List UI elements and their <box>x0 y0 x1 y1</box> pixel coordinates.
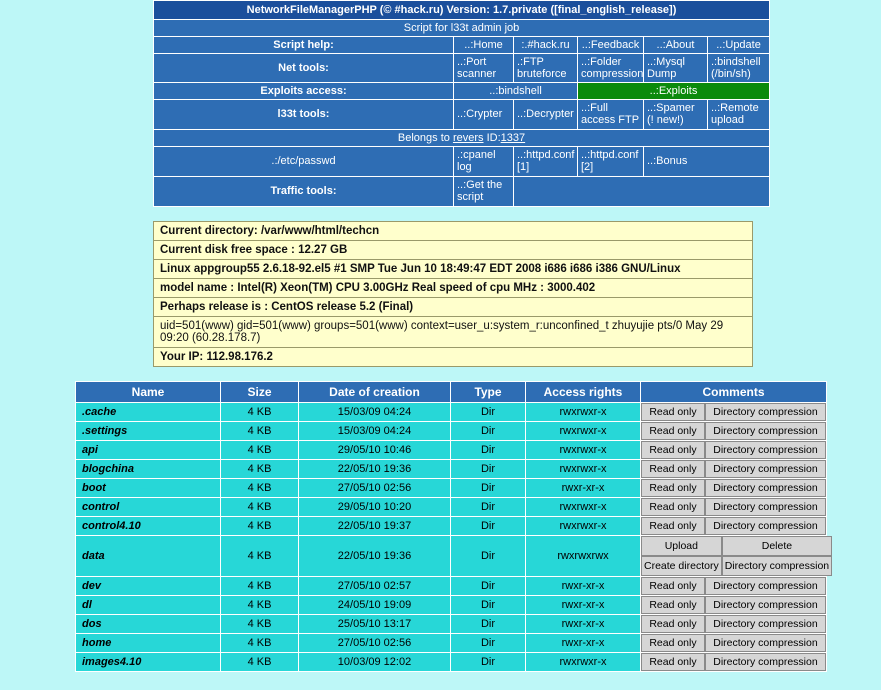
app-title <box>154 1 770 20</box>
read-only-button[interactable]: Read only <box>641 577 705 595</box>
file-rights-cell: rwxrwxr-x <box>526 497 641 516</box>
menu-item-crypter[interactable]: ..:Crypter <box>454 100 514 129</box>
file-actions-cell <box>641 535 830 576</box>
menu-item-remote-upload[interactable]: ..:Remote upload <box>708 100 770 129</box>
file-type-cell: Dir <box>451 535 526 576</box>
menu-item-bindshell[interactable]: ..:bindshell <box>454 83 578 100</box>
table-row <box>76 576 827 595</box>
menu-item-home[interactable]: ..:Home <box>454 37 514 54</box>
file-size-cell: 4 KB <box>221 421 299 440</box>
current-directory-label: Current directory: <box>160 224 261 237</box>
menu-item-get-script[interactable]: ..:Get the script <box>454 176 514 206</box>
directory-compression-button[interactable]: Directory compression <box>705 498 826 516</box>
file-date-cell: 22/05/10 19:36 <box>299 535 451 576</box>
admin-menu-panel <box>153 0 770 207</box>
menu-label-l33t-tools: l33t tools: <box>154 100 454 129</box>
info-row-ip <box>154 347 753 366</box>
release-value: Perhaps release is : CentOS release 5.2 (Final) <box>154 297 753 316</box>
column-header-type[interactable]: Type <box>451 381 526 402</box>
table-row <box>76 595 827 614</box>
table-row <box>76 478 827 497</box>
file-name-cell[interactable]: home <box>76 633 221 652</box>
file-rights-cell: rwxr-xr-x <box>526 478 641 497</box>
menu-label-script-help: Script help: <box>154 37 454 54</box>
file-actions-cell <box>641 497 827 516</box>
menu-item-spamer[interactable]: ..:Spamer (! new!) <box>644 100 708 129</box>
menu-item-about[interactable]: ..:About <box>644 37 708 54</box>
menu-row-script-help <box>154 37 770 54</box>
table-row <box>76 497 827 516</box>
disk-space-cell <box>154 240 753 259</box>
directory-compression-button[interactable]: Directory compression <box>722 556 832 576</box>
file-table-body <box>76 402 830 671</box>
file-type-cell: Dir <box>451 652 526 671</box>
file-type-cell: Dir <box>451 614 526 633</box>
belongs-id: 1337 <box>500 131 526 144</box>
file-rights-cell: rwxrwxr-x <box>526 516 641 535</box>
file-rights-cell: rwxrwxr-x <box>526 459 641 478</box>
file-type-cell: Dir <box>451 595 526 614</box>
file-name-cell[interactable]: data <box>76 535 221 576</box>
file-name-cell[interactable]: api <box>76 440 221 459</box>
info-row-id <box>154 316 753 347</box>
file-name-cell[interactable]: control4.10 <box>76 516 221 535</box>
file-name-cell[interactable]: dl <box>76 595 221 614</box>
app-title-prefix: NetworkFileManagerPHP (© #hack.ru) Version: <box>246 4 493 16</box>
menu-item-feedback[interactable]: ..:Feedback <box>578 37 644 54</box>
file-date-cell: 15/03/09 04:24 <box>299 402 451 421</box>
file-date-cell: 24/05/10 19:09 <box>299 595 451 614</box>
file-type-cell: Dir <box>451 478 526 497</box>
file-rights-cell: rwxr-xr-x <box>526 633 641 652</box>
file-name-cell[interactable]: blogchina <box>76 459 221 478</box>
menu-item-ftp-bruteforce[interactable]: .:FTP bruteforce <box>514 54 578 83</box>
file-type-cell: Dir <box>451 440 526 459</box>
read-only-button[interactable]: Read only <box>641 634 705 652</box>
read-only-button[interactable]: Read only <box>641 596 705 614</box>
system-info-panel <box>153 221 753 367</box>
current-directory-value: /var/www/html/techcn <box>260 224 380 237</box>
read-only-button[interactable]: Read only <box>641 403 705 421</box>
create-directory-button[interactable]: Create directory <box>641 556 722 576</box>
menu-item-update[interactable]: ..:Update <box>708 37 770 54</box>
read-only-button[interactable]: Read only <box>641 498 705 516</box>
ip-label: Your IP: <box>160 350 207 363</box>
menu-label-net-tools: Net tools: <box>154 54 454 83</box>
menu-item-httpd-conf-1[interactable]: ..:httpd.conf [1] <box>514 146 578 176</box>
menu-item-bonus[interactable]: ..:Bonus <box>644 146 770 176</box>
app-version: 1.7.private ([final_english_release]) <box>492 4 677 16</box>
file-name-cell[interactable]: dos <box>76 614 221 633</box>
file-size-cell: 4 KB <box>221 535 299 576</box>
file-size-cell: 4 KB <box>221 576 299 595</box>
belongs-prefix: Belongs to <box>397 131 453 144</box>
directory-compression-button[interactable]: Directory compression <box>705 596 826 614</box>
file-name-cell[interactable]: control <box>76 497 221 516</box>
file-actions-cell <box>641 440 827 459</box>
table-row <box>76 652 827 671</box>
ip-value: 112.98.176.2 <box>206 350 273 363</box>
column-header-size[interactable]: Size <box>221 381 299 402</box>
app-subtitle: Script for l33t admin job <box>154 20 770 37</box>
menu-item-exploits[interactable]: ..:Exploits <box>578 83 770 100</box>
directory-compression-button[interactable]: Directory compression <box>705 577 826 595</box>
file-size-cell: 4 KB <box>221 595 299 614</box>
upload-button[interactable]: Upload <box>641 536 722 556</box>
file-size-cell: 4 KB <box>221 440 299 459</box>
file-size-cell: 4 KB <box>221 459 299 478</box>
menu-label-traffic-tools: Traffic tools: <box>154 176 454 206</box>
file-date-cell: 27/05/10 02:57 <box>299 576 451 595</box>
read-only-button[interactable]: Read only <box>641 460 705 478</box>
info-row-uname <box>154 259 753 278</box>
menu-row-net-tools <box>154 54 770 83</box>
menu-item-full-access-ftp[interactable]: ..:Full access FTP <box>578 100 644 129</box>
file-rights-cell: rwxrwxr-x <box>526 440 641 459</box>
file-rights-cell: rwxr-xr-x <box>526 595 641 614</box>
menu-row-l33t-tools <box>154 100 770 129</box>
current-directory-cell <box>154 221 753 240</box>
menu-item-etc-passwd[interactable]: .:/etc/passwd <box>154 146 454 176</box>
table-row <box>76 614 827 633</box>
info-row-release <box>154 297 753 316</box>
id-value: uid=501(www) gid=501(www) groups=501(www) context=user_u:system_r:unconfined_t zhuyujie pts/0 May 29 09:20 (60.28.178.7) <box>154 316 753 347</box>
file-size-cell: 4 KB <box>221 402 299 421</box>
file-actions-cell <box>641 652 827 671</box>
file-actions-cell <box>641 614 827 633</box>
info-row-cpu <box>154 278 753 297</box>
file-date-cell: 29/05/10 10:46 <box>299 440 451 459</box>
ip-cell <box>154 347 753 366</box>
directory-compression-button[interactable]: Directory compression <box>705 460 826 478</box>
file-actions-cell <box>641 402 827 421</box>
file-type-cell: Dir <box>451 459 526 478</box>
read-only-button[interactable]: Read only <box>641 517 705 535</box>
directory-compression-button[interactable]: Directory compression <box>705 422 826 440</box>
file-rights-cell: rwxrwxr-x <box>526 652 641 671</box>
file-size-cell: 4 KB <box>221 497 299 516</box>
column-header-date[interactable]: Date of creation <box>299 381 451 402</box>
column-header-access-rights[interactable]: Access rights <box>526 381 641 402</box>
file-date-cell: 25/05/10 13:17 <box>299 614 451 633</box>
file-date-cell: 29/05/10 10:20 <box>299 497 451 516</box>
file-actions-cell <box>641 576 827 595</box>
file-size-cell: 4 KB <box>221 652 299 671</box>
file-date-cell: 27/05/10 02:56 <box>299 478 451 497</box>
file-size-cell: 4 KB <box>221 516 299 535</box>
file-table-header-row <box>76 381 827 402</box>
file-actions-cell <box>641 478 827 497</box>
read-only-button[interactable]: Read only <box>641 422 705 440</box>
file-actions-cell <box>641 459 827 478</box>
menu-item-cpanel-log[interactable]: .:cpanel log <box>454 146 514 176</box>
file-listing-table <box>75 381 830 672</box>
table-row <box>76 516 827 535</box>
file-actions-cell <box>641 421 827 440</box>
file-name-cell[interactable]: .cache <box>76 402 221 421</box>
menu-traffic-filler <box>514 176 770 206</box>
read-only-button[interactable]: Read only <box>641 441 705 459</box>
read-only-button[interactable]: Read only <box>641 615 705 633</box>
file-rights-cell: rwxr-xr-x <box>526 576 641 595</box>
file-type-cell: Dir <box>451 633 526 652</box>
belongs-id-label: ID: <box>483 131 501 144</box>
menu-row-traffic <box>154 176 770 206</box>
menu-item-decrypter[interactable]: ..:Decrypter <box>514 100 578 129</box>
menu-row-passwd <box>154 146 770 176</box>
file-name-cell[interactable]: boot <box>76 478 221 497</box>
file-actions-cell <box>641 516 827 535</box>
menu-row-belongs <box>154 129 770 146</box>
file-name-cell[interactable]: images4.10 <box>76 652 221 671</box>
file-rights-cell: rwxrwxr-x <box>526 421 641 440</box>
file-listing-container <box>0 381 881 672</box>
table-row <box>76 440 827 459</box>
directory-compression-button[interactable]: Directory compression <box>705 441 826 459</box>
table-row <box>76 421 827 440</box>
panel-title-row <box>154 1 770 20</box>
table-row <box>76 633 827 652</box>
file-rights-cell: rwxr-xr-x <box>526 614 641 633</box>
table-row <box>76 459 827 478</box>
file-rights-cell: rwxrwxr-x <box>526 402 641 421</box>
directory-compression-button[interactable]: Directory compression <box>705 615 826 633</box>
disk-space-label: Current disk free space : <box>160 243 299 256</box>
info-row-current-directory <box>154 221 753 240</box>
file-date-cell: 27/05/10 02:56 <box>299 633 451 652</box>
table-row <box>76 535 827 576</box>
belongs-line <box>154 129 770 146</box>
file-name-cell[interactable]: .settings <box>76 421 221 440</box>
directory-compression-button[interactable]: Directory compression <box>705 517 826 535</box>
menu-row-exploits-access <box>154 83 770 100</box>
panel-subtitle-row <box>154 20 770 37</box>
menu-item-port-scanner[interactable]: ..:Port scanner <box>454 54 514 83</box>
menu-item-bindshell-binsh[interactable]: .:bindshell (/bin/sh) <box>708 54 770 83</box>
info-row-disk-space <box>154 240 753 259</box>
file-type-cell: Dir <box>451 497 526 516</box>
read-only-button[interactable]: Read only <box>641 653 705 671</box>
file-size-cell: 4 KB <box>221 478 299 497</box>
file-rights-cell: rwxrwxrwx <box>526 535 641 576</box>
directory-compression-button[interactable]: Directory compression <box>705 479 826 497</box>
menu-item-httpd-conf-2[interactable]: ..:httpd.conf [2] <box>578 146 644 176</box>
delete-button[interactable]: Delete <box>722 536 832 556</box>
directory-compression-button[interactable]: Directory compression <box>705 653 826 671</box>
file-type-cell: Dir <box>451 421 526 440</box>
menu-item-hackru[interactable]: :.#hack.ru <box>514 37 578 54</box>
file-type-cell: Dir <box>451 576 526 595</box>
file-date-cell: 15/03/09 04:24 <box>299 421 451 440</box>
file-actions-cell <box>641 633 827 652</box>
table-row <box>76 402 827 421</box>
menu-item-folder-compression[interactable]: ..:Folder compression <box>578 54 644 83</box>
file-date-cell: 22/05/10 19:36 <box>299 459 451 478</box>
menu-item-mysql-dump[interactable]: ..:Mysql Dump <box>644 54 708 83</box>
uname-value: Linux appgroup55 2.6.18-92.el5 #1 SMP Tue Jun 10 18:49:47 EDT 2008 i686 i686 i386 GNU/Linux <box>154 259 753 278</box>
file-date-cell: 22/05/10 19:37 <box>299 516 451 535</box>
directory-compression-button[interactable]: Directory compression <box>705 403 826 421</box>
file-name-cell[interactable]: dev <box>76 576 221 595</box>
file-type-cell: Dir <box>451 402 526 421</box>
belongs-user[interactable]: revers <box>452 131 484 144</box>
column-header-comments: Comments <box>641 381 827 402</box>
read-only-button[interactable]: Read only <box>641 479 705 497</box>
file-date-cell: 10/03/09 12:02 <box>299 652 451 671</box>
menu-label-exploits-access: Exploits access: <box>154 83 454 100</box>
file-size-cell: 4 KB <box>221 633 299 652</box>
file-actions-cell <box>641 595 827 614</box>
file-type-cell: Dir <box>451 516 526 535</box>
file-size-cell: 4 KB <box>221 614 299 633</box>
cpu-value: model name : Intel(R) Xeon(TM) CPU 3.00GHz Real speed of cpu MHz : 3000.402 <box>154 278 753 297</box>
directory-compression-button[interactable]: Directory compression <box>705 634 826 652</box>
column-header-name[interactable]: Name <box>76 381 221 402</box>
disk-space-value: 12.27 GB <box>298 243 348 256</box>
